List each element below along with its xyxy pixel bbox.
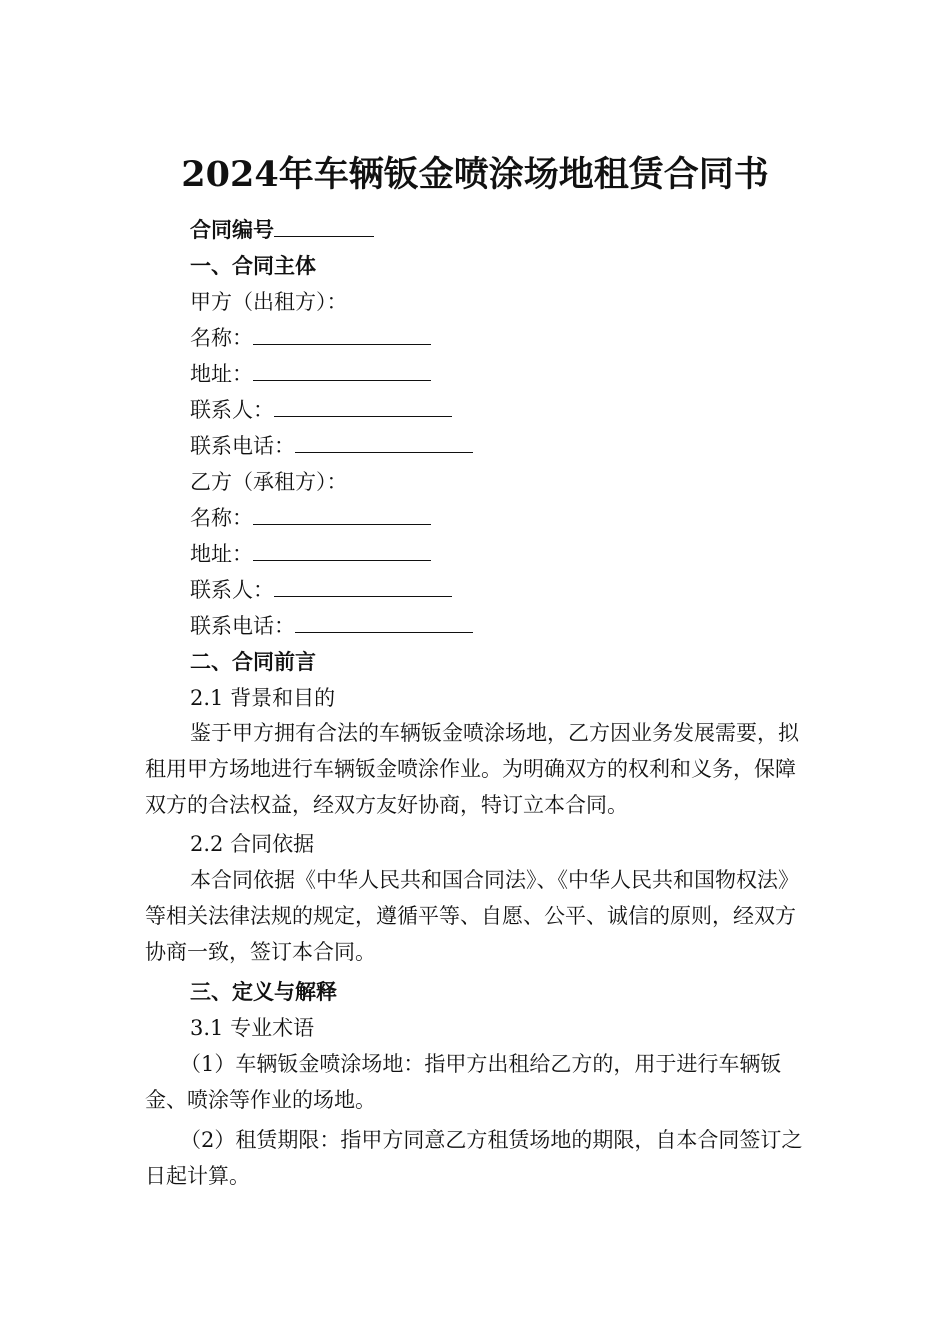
subsection-2-1-paragraph [145,715,810,823]
party-b-phone-line [190,611,473,641]
subsection-2-2-heading: 2.2 合同依据 [190,832,315,856]
party-b-heading: 乙方（承租方）： [190,470,348,494]
party-a-address-blank[interactable] [253,360,431,381]
subsection-2-2-paragraph [145,862,810,970]
party-b-name-line [190,503,431,533]
party-b-name-label: 名称： [190,506,253,530]
party-b-contact-line [190,575,452,605]
party-a-address-label: 地址： [190,362,253,386]
party-a-name-blank[interactable] [253,324,431,345]
subsection-2-1-text: 鉴于甲方拥有合法的车辆钣金喷涂场地，乙方因业务发展需要，拟租用甲方场地进行车辆钣金喷涂作业。为明确双方的权利和义务，保障双方的合法权益，经双方友好协商，特订立本合同。 [145,721,799,817]
subsection-2-2-text: 本合同依据《中华人民共和国合同法》、《中华人民共和国物权法》等相关法律法规的规定，遵循平等、自愿、公平、诚信的原则，经双方协商一致，签订本合同。 [145,868,799,964]
party-b-address-blank[interactable] [253,540,431,561]
contract-number-blank[interactable] [274,216,374,237]
party-a-phone-blank[interactable] [295,432,473,453]
section-2-heading: 二、合同前言 [190,649,316,674]
party-b-contact-label: 联系人： [190,578,274,602]
party-a-heading: 甲方（出租方）： [190,290,348,314]
subsection-2-1-heading: 2.1 背景和目的 [190,686,336,710]
contract-number-label: 合同编号 [190,217,274,242]
term-2-text: （2）租赁期限：指甲方同意乙方租赁场地的期限，自本合同签订之日起计算。 [145,1128,803,1188]
party-a-name-label: 名称： [190,326,253,350]
party-a-contact-label: 联系人： [190,398,274,422]
party-a-phone-label: 联系电话： [190,434,295,458]
party-b-address-line [190,539,431,569]
section-1-heading: 一、合同主体 [190,253,316,278]
party-b-phone-blank[interactable] [295,612,473,633]
section-3-heading: 三、定义与解释 [190,979,337,1004]
party-a-contact-blank[interactable] [274,396,452,417]
party-b-name-blank[interactable] [253,504,431,525]
party-a-name-line [190,323,431,353]
party-b-address-label: 地址： [190,542,253,566]
document-title: 2024年车辆钣金喷涂场地租赁合同书 [181,154,769,195]
party-a-address-line [190,359,431,389]
party-a-phone-line [190,431,473,461]
subsection-3-1-heading: 3.1 专业术语 [190,1016,315,1040]
party-a-contact-line [190,395,452,425]
party-b-phone-label: 联系电话： [190,614,295,638]
party-b-contact-blank[interactable] [274,576,452,597]
term-1-text: （1）车辆钣金喷涂场地：指甲方出租给乙方的，用于进行车辆钣金、喷涂等作业的场地。 [145,1052,782,1112]
term-1-paragraph [145,1046,810,1118]
term-2-paragraph [145,1122,810,1194]
contract-number-line [190,215,374,245]
